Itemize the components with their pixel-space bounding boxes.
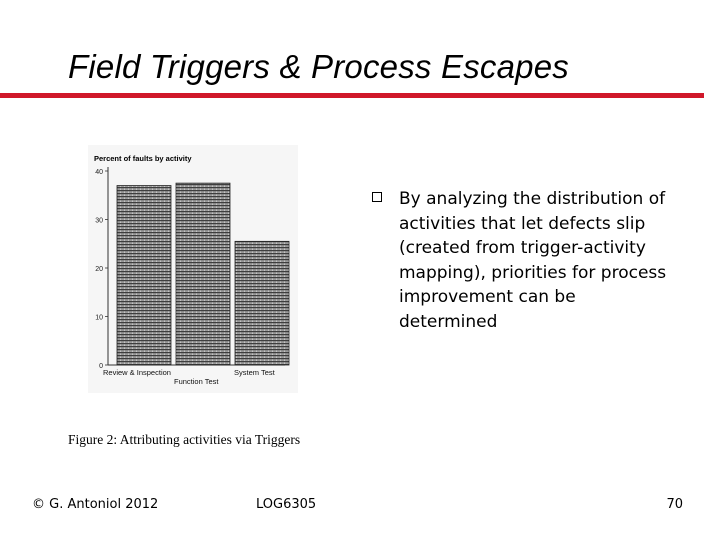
category-label: System Test [234, 368, 275, 377]
y-tick-label: 40 [95, 169, 103, 176]
page-number: 70 [666, 497, 683, 512]
bar [235, 241, 289, 365]
bar-chart [60, 145, 320, 435]
y-tick-label: 0 [99, 363, 103, 370]
bar [176, 183, 230, 365]
category-label: Review & Inspection [103, 368, 171, 377]
title-underline [0, 93, 704, 98]
square-bullet-icon [372, 192, 382, 202]
y-tick-label: 30 [95, 217, 103, 225]
bar [117, 186, 171, 365]
y-tick-label: 20 [95, 266, 103, 273]
y-tick-label: 10 [95, 314, 103, 322]
category-label: Function Test [174, 377, 219, 386]
footer-course-code: LOG6305 [256, 497, 317, 512]
bullet-point [372, 187, 672, 334]
chart-title: Percent of faults by activity [94, 154, 192, 163]
slide-title: Field Triggers & Process Escapes [68, 48, 569, 85]
figure [60, 145, 320, 455]
figure-caption: Figure 2: Attributing activities via Triggers [68, 432, 301, 447]
bullet-text: By analyzing the distribution of activities that let defects slip (created from trigger-activity mapping), priorities for process improvement can be determined [399, 189, 667, 332]
footer-copyright: © G. Antoniol 2012 [32, 497, 159, 512]
